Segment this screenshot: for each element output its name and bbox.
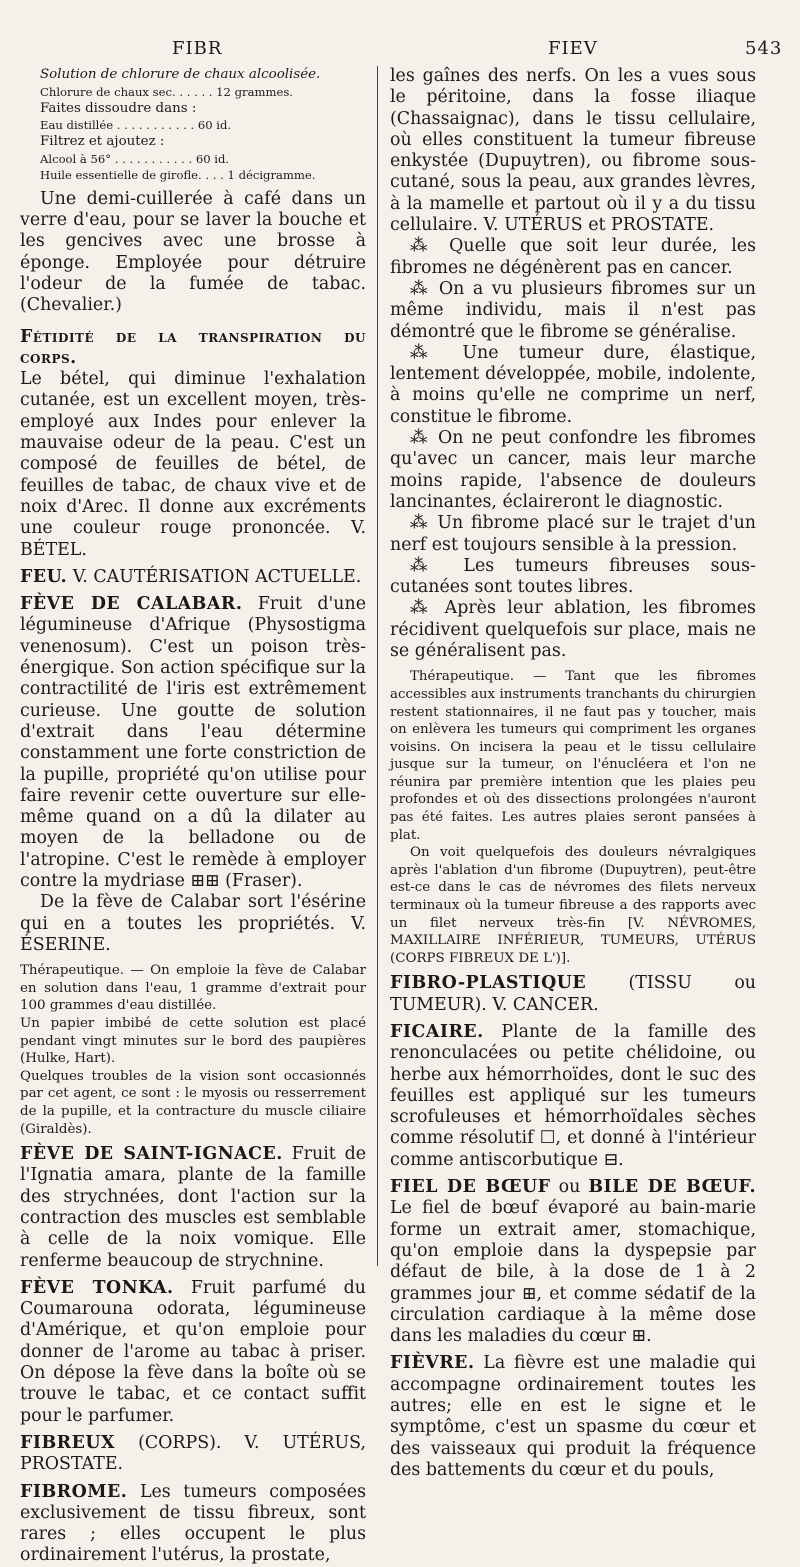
- entry-heading: FÈVE TONKA.: [20, 1277, 174, 1298]
- entry: FIEL DE BŒUF ou BILE DE BŒUF. Le fiel de bœuf évaporé au bain-marie forme un extrait amer, stomachique, qu'on emploie dans la dyspepsie par défaut de bile, à la dose de 1 à 2 grammes jour ⊞, et comme sédatif de la circulation cardiaque à la même dose dans les maladies du cœur ⊞.: [390, 1177, 757, 1347]
- formula-line: Alcool à 56° . . . . . . . . . . . 60 id.: [40, 151, 230, 166]
- paragraph: ⁂ Un fibrome placé sur le trajet d'un nerf est toujours sensible à la pression.: [390, 513, 756, 555]
- formula-instruction: Filtrez et ajoutez :: [40, 134, 165, 150]
- entry-heading: Fétidité de la transpiration du corps.: [20, 326, 366, 368]
- column-divider: [377, 66, 378, 1266]
- paragraph: ⁂ Quelle que soit leur durée, les fibromes ne dégénèrent pas en cancer.: [390, 236, 756, 278]
- paragraph: De la fève de Calabar sort l'ésérine qui en a toutes les propriétés. V. ÉSERINE.: [20, 892, 366, 955]
- running-head-right: FIEV: [548, 38, 598, 59]
- left-column: [20, 66, 366, 1567]
- formula-instruction: Faites dissoudre dans :: [40, 100, 197, 116]
- paragraph: ⁂ Les tumeurs fibreuses sous-cutanées sont toutes libres.: [390, 555, 756, 598]
- formula-line: Eau distillée . . . . . . . . . . . 60 id.: [40, 118, 232, 133]
- paragraph: ⁂ On ne peut confondre les fibromes qu'avec un cancer, mais leur marche moins rapide, l'absence de douleurs lancinantes, éclaireront le diagnostic.: [390, 428, 756, 512]
- paragraph-small: On voit quelquefois des douleurs névralgiques après l'ablation d'un fibrome (Dupuytren), peut-être est-ce dans le cas de névromes des filets nerveux terminaux où la tumeur fibreuse a des rapports avec un filet nerveux très-fin [V. NÉVROMES, MAXILLAIRE INFÉRIEUR, TUMEURS, UTÉRUS (CORPS FIBREUX DE L')].: [390, 845, 756, 966]
- entry: FIÈVRE. La fièvre est une maladie qui accompagne ordinairement toutes les autres; elle en est le signe et le symptôme, c'est un spasme du cœur et des vaisseaux qui produit la fréquence des battements du cœur et du pouls,: [390, 1353, 756, 1480]
- entry: [20, 327, 366, 370]
- paragraph-small: Thérapeutique. — On emploie la fève de Calabar en solution dans l'eau, 1 gramme d'extrait pour 100 grammes d'eau distillée.: [20, 963, 366, 1014]
- entry: FEU. V. CAUTÉRISATION ACTUELLE.: [20, 566, 362, 587]
- paragraph: les gaînes des nerfs. On les a vues sous le péritoine, dans la fosse iliaque (Chassaignac), dans le tissu cellulaire, où elles constituent la tumeur fibreuse enkystée (Dupuytren), ou fibrome sous-cutané, sous la peau, aux grandes lèvres, à la mamelle et partout où il y a du tissu cellulaire. V. UTÉRUS et PROSTATE.: [390, 66, 756, 236]
- entry: FICAIRE. Plante de la famille des renonculacées ou petite chélidoine, ou herbe aux hémorrhoïdes, dont le suc des feuilles est appliqué sur les tumeurs scrofuleuses et hémorrhoïdales sèches comme résolutif ☐, et donné à l'intérieur comme antiscorbutique ⊟.: [390, 1022, 756, 1170]
- entry: FIBREUX (CORPS). V. UTÉRUS, PROSTATE.: [20, 1432, 366, 1475]
- paragraph: ⁂ Une tumeur dure, élastique, lentement développée, mobile, indolente, à moins qu'elle ne comprime un nerf, constitue le fibrome.: [390, 342, 756, 427]
- entry: FÈVE TONKA. Fruit parfumé du Coumarouna odorata, légumineuse d'Amérique, et qu'on emploie pour donner de l'arome au tabac à priser. On dépose la fève dans la boîte où se trouve le tabac, et ce contact suffit pour le parfumer.: [20, 1277, 366, 1426]
- paragraph: ⁂ On a vu plusieurs fibromes sur un même individu, mais il n'est pas démontré que le fibrome se généralise.: [390, 278, 756, 342]
- paragraph-small: Thérapeutique. — Tant que les fibromes accessibles aux instruments tranchants du chirurgien restent stationnaires, il ne faut pas y toucher, mais on enlèvera les tumeurs qui compriment les organes voisins. On incisera la peau et le tissu cellulaire jusque sur la tumeur, on l'énucléera et l'on ne réunira par première intention que les plaies peu profondes et où des dissections prolongées n'auront pas été faites. Les autres plaies seront pansées à plat.: [390, 669, 756, 843]
- running-head-left: FIBR: [172, 38, 223, 59]
- paragraph: Une demi-cuillerée à café dans un verre d'eau, pour se laver la bouche et les gencives avec une brosse à éponge. Employée pour détruire l'odeur de la fumée de tabac. (Chevalier.): [20, 188, 366, 316]
- entry-heading: FÈVE DE SAINT-IGNACE.: [20, 1144, 283, 1165]
- formula-line: Chlorure de chaux sec. . . . . . 12 grammes.: [40, 84, 293, 99]
- entry-heading: FEU.: [20, 566, 68, 587]
- formula-line: Huile essentielle de girofle. . . . 1 décigramme.: [40, 167, 316, 182]
- paragraph-small: Un papier imbibé de cette solution est placé pendant vingt minutes sur le bord des paupières (Hulke, Hart).: [20, 1015, 366, 1067]
- formula-title: Solution de chlorure de chaux alcoolisée.: [40, 67, 321, 82]
- entry-heading: FICAIRE.: [390, 1022, 484, 1042]
- entry-heading: FIÈVRE.: [390, 1353, 475, 1374]
- right-column: [390, 66, 756, 1481]
- entry: FÈVE DE SAINT-IGNACE. Fruit de l'Ignatia amara, plante de la famille des strychnées, dont l'action sur la contraction des muscles est semblable à celle de la noix vomique. Elle renferme beaucoup de strychnine.: [20, 1144, 366, 1271]
- page-number: 543: [745, 38, 783, 59]
- entry-heading: FIBROME.: [20, 1481, 128, 1502]
- entry: FÈVE DE CALABAR. Fruit d'une légumineuse d'Afrique (Physostigma venenosum). C'est un poison très-énergique. Son action spécifique sur la contractilité de l'iris est extrêmement curieuse. Une goutte de solution d'extrait dans l'eau détermine constamment une forte constriction de la pupille, propriété qu'on utilise pour faire revenir cette ouverture sur elle-même quand on a dû la dilater au moyen de la belladone ou de l'atropine. C'est le remède à employer contre la mydriase ⊞⊞ (Fraser).: [20, 594, 367, 891]
- paragraph: Le bétel, qui diminue l'exhalation cutanée, est un excellent moyen, très-employé aux Indes pour enlever la mauvaise odeur de la peau. C'est un composé de feuilles de bétel, de feuilles de tabac, de chaux vive et de noix d'Arec. Il donne aux excréments une couleur rouge prononcée. V. BÉTEL.: [20, 369, 366, 560]
- paragraph-small: Quelques troubles de la vision sont occasionnés par cet agent, ce sont : le myosis ou resserrement de la pupille, et la contracture du muscle ciliaire (Giraldès).: [20, 1068, 366, 1137]
- entry: FIBROME. Les tumeurs composées exclusivement de tissu fibreux, sont rares ; elles occupent le plus ordinairement l'utérus, la prostate,: [20, 1481, 367, 1566]
- entry-heading: FIBREUX: [20, 1432, 116, 1453]
- entry-heading: FIBRO-PLASTIQUE: [390, 973, 587, 994]
- entry-heading: FIEL DE BŒUF: [390, 1177, 551, 1198]
- entry-heading: FÈVE DE CALABAR.: [20, 594, 243, 615]
- entry: FIBRO-PLASTIQUE (TISSU ou TUMEUR). V. CANCER.: [390, 973, 756, 1015]
- paragraph: ⁂ Après leur ablation, les fibromes récidivent quelquefois sur place, mais ne se généralisent pas.: [390, 598, 756, 662]
- entry-heading: BILE DE BŒUF.: [588, 1177, 757, 1198]
